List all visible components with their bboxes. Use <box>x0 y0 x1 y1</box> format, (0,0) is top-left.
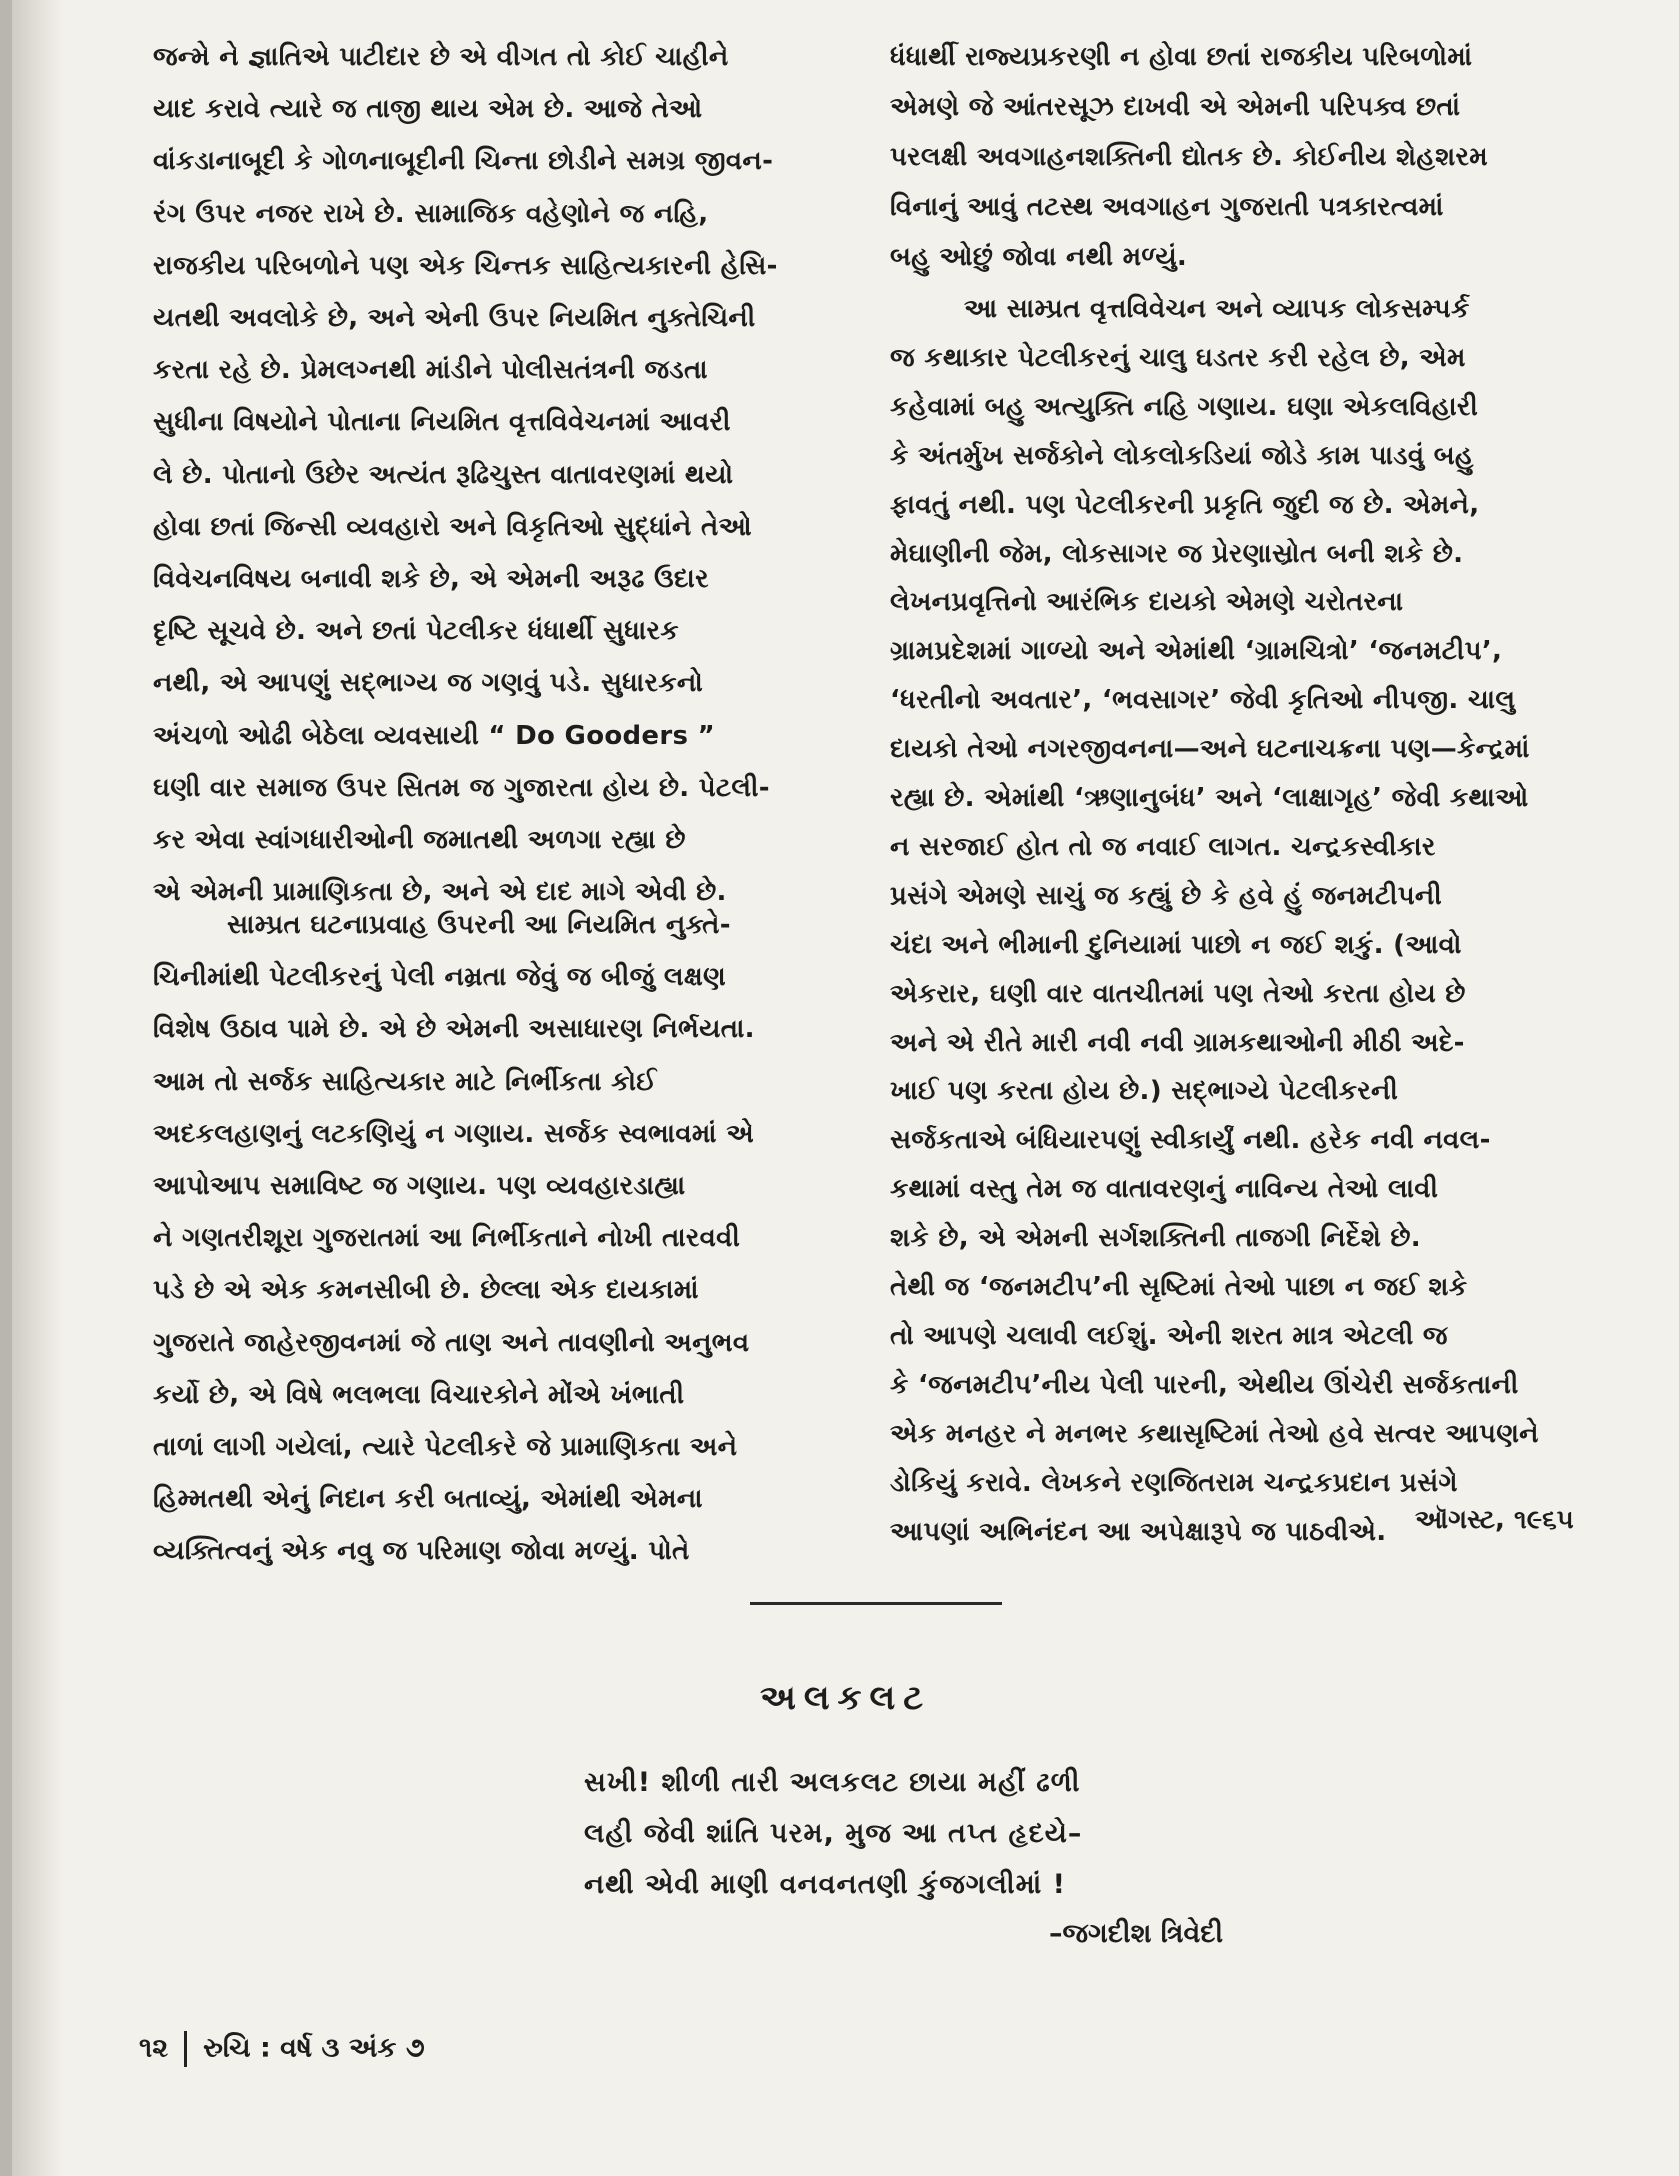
text-line: પરલક્ષી અવગાહનશક્તિની દ્યોતક છે. કોઈનીય શેહશરમ <box>890 142 1488 172</box>
text-line: જન્મે ને જ્ઞાતિએ પાટીદાર છે એ વીગત તો કોઈ ચાહીને <box>153 42 729 72</box>
text-line: એમણે જે આંતરસૂઝ દાખવી એ એમની પરિપક્વ છતાં <box>890 92 1461 122</box>
text-line: નથી, એ આપણું સદ્ભાગ્ય જ ગણવું પડે. સુધારકનો <box>153 668 704 699</box>
text-line: તો આપણે ચલાવી લઈશું. એની શરત માત્ર એટલી જ <box>890 1320 1448 1351</box>
text-line: દાયકો તેઓ નગરજીવનના—અને ઘટનાચક્રના પણ—કેન્દ્રમાં <box>890 734 1530 765</box>
text-line: તેથી જ ‘જનમટીપ’ની સૃષ્ટિમાં તેઓ પાછા ન જઈ શકે <box>890 1272 1468 1302</box>
text-line: દૃષ્ટિ સૂચવે છે. અને છતાં પેટલીકર ધંધાર્થી સુધારક <box>153 616 679 647</box>
text-line: કર્યો છે, એ વિષે ભલભલા વિચારકોને મોંએ ખંભાતી <box>153 1379 685 1410</box>
text-line: લે છે. પોતાનો ઉછેર અત્યંત રૂઢિચુસ્ત વાતાવરણમાં થયો <box>153 459 734 490</box>
text-line: સુધીના વિષયોને પોતાના નિયમિત વૃત્તવિવેચનમાં આવરી <box>153 407 731 438</box>
text-line: કે ‘જનમટીપ’નીય પેલી પારની, એથીય ઊંચેરી સર્જકતાની <box>890 1369 1519 1400</box>
text-line: શકે છે, એ એમની સર્ગશક્તિની તાજગી નિર્દેશે છે. <box>890 1223 1421 1254</box>
text-line: અંચળો ઓઢી બેઠેલા વ્યવસાયી “ Do Gooders ” <box>153 720 716 751</box>
text-line: રહ્યા છે. એમાંથી ‘ઋણાનુબંધ’ અને ‘લાક્ષાગૃહ’ જેવી કથાઓ <box>890 783 1529 813</box>
text-line: ન સરજાઈ હોત તો જ નવાઈ લાગત. ચન્દ્રકસ્વીકાર <box>890 831 1436 862</box>
poem-line: નથી એવી માણી વનવનતણી કુંજગલીમાં ! <box>584 1869 1066 1900</box>
text-line: યતથી અવલોકે છે, અને એની ઉપર નિયમિત નુક્તેચિની <box>153 303 756 333</box>
text-line: લેખનપ્રવૃત્તિનો આરંભિક દાયકો એમણે ચરોતરના <box>890 587 1404 618</box>
text-line: રાજકીય પરિબળોને પણ એક ચિન્તક સાહિત્યકારની હેસિ- <box>153 250 778 281</box>
page-fold-shadow <box>12 0 64 2176</box>
text-line: ચંદા અને ભીમાની દુનિયામાં પાછો ન જઈ શકું. (આવો <box>890 929 1462 960</box>
page-number: ૧૨ <box>139 2032 169 2064</box>
text-line: ચિનીમાંથી પેટલીકરનું પેલી નમ્રતા જેવું જ બીજું લક્ષણ <box>153 962 727 993</box>
text-line: પડે છે એ એક કમનસીબી છે. છેલ્લા એક દાયકામાં <box>153 1275 699 1306</box>
text-line: બહુ ઓછું જોવા નથી મળ્યું. <box>890 242 1188 272</box>
text-line: આપણાં અભિનંદન આ અપેક્ષારૂપે જ પાઠવીએ. <box>890 1516 1387 1547</box>
text-line: ઘણી વાર સમાજ ઉપર સિતમ જ ગુજારતા હોય છે. પેટલી- <box>153 772 770 803</box>
poem-title: અલકલટ <box>759 1678 932 1718</box>
magazine-issue: રુચિ : વર્ષ ૩ અંક ૭ <box>203 2032 425 2064</box>
text-line: ખાઈ પણ કરતા હોય છે.) સદ્ભાગ્યે પેટલીકરની <box>890 1076 1399 1107</box>
text-line: સર્જકતાએ બંધિયારપણું સ્વીકાર્યું નથી. હરેક નવી નવલ- <box>890 1125 1491 1156</box>
text-line: ડોકિયું કરાવે. લેખકને રણજિતરામ ચન્દ્રકપ્રદાન પ્રસંગે <box>890 1467 1458 1498</box>
text-line: પ્રસંગે એમણે સાચું જ કહ્યું છે કે હવે હું જનમટીપની <box>890 880 1442 911</box>
text-line: હોવા છતાં જિન્સી વ્યવહારો અને વિકૃતિઓ સુદ્ધાંને તેઓ <box>153 511 752 542</box>
section-divider <box>750 1602 1002 1605</box>
text-line: અદકલહાણનું લટકણિયું ન ગણાય. સર્જક સ્વભાવમાં એ <box>153 1118 754 1149</box>
text-line: આ સામ્પ્રત વૃત્તવિવેચન અને વ્યાપક લોકસમ્પર્ક <box>964 294 1470 324</box>
text-line: વાંકડાનાબૂદી કે ગોળનાબૂદીની ચિન્તા છોડીને સમગ્ર જીવન- <box>153 146 774 177</box>
magazine-page <box>12 0 1679 2176</box>
poem-line: લહી જેવી શાંતિ પરમ, મુજ આ તપ્ત હૃદયે– <box>584 1818 1083 1849</box>
text-line: ગુજરાતે જાહેરજીવનમાં જે તાણ અને તાવણીનો અનુભવ <box>153 1327 750 1358</box>
text-line: વિશેષ ઉઠાવ પામે છે. એ છે એમની અસાધારણ નિર્ભયતા. <box>153 1014 755 1045</box>
text-line: યાદ કરાવે ત્યારે જ તાજી થાય એમ છે. આજે તેઓ <box>153 94 703 125</box>
text-line: એક મનહર ને મનભર કથાસૃષ્ટિમાં તેઓ હવે સત્વર આપણને <box>890 1418 1539 1449</box>
footer-divider <box>184 2031 187 2067</box>
page-footer <box>139 2031 425 2067</box>
text-line: અને એ રીતે મારી નવી નવી ગ્રામકથાઓની મીઠી અદે- <box>890 1027 1465 1058</box>
text-line: એ એમની પ્રામાણિકતા છે, અને એ દાદ માગે એવી છે. <box>153 877 727 908</box>
text-line: કરતા રહે છે. પ્રેમલગ્નથી માંડીને પોલીસતંત્રની જડતા <box>153 355 708 386</box>
text-line: એકરાર, ઘણી વાર વાતચીતમાં પણ તેઓ કરતા હોય છે <box>890 978 1466 1009</box>
text-line: ફાવતું નથી. પણ પેટલીકરની પ્રકૃતિ જુદી જ છે. એમને, <box>890 489 1480 520</box>
text-line: જ કથાકાર પેટલીકરનું ચાલુ ઘડતર કરી રહેલ છે, એમ <box>890 342 1466 373</box>
text-line: કર એવા સ્વાંગધારીઓની જમાતથી અળગા રહ્યા છે <box>153 825 686 855</box>
text-line: સામ્પ્રત ઘટનાપ્રવાહ ઉપરની આ નિયમિત નુક્તે- <box>227 910 731 940</box>
text-line: ને ગણતરીશૂરા ગુજરાતમાં આ નિર્ભીકતાને નોખી તારવવી <box>153 1223 741 1254</box>
text-line: ધંધાર્થી રાજ્યપ્રકરણી ન હોવા છતાં રાજકીય પરિબળોમાં <box>890 42 1473 72</box>
poem-author: –જગદીશ ત્રિવેદી <box>1049 1918 1224 1949</box>
text-line: આપોઆપ સમાવિષ્ટ જ ગણાય. પણ વ્યવહારડાહ્યા <box>153 1171 686 1201</box>
text-line: વિનાનું આવું તટસ્થ અવગાહન ગુજરાતી પત્રકારત્વમાં <box>890 192 1444 222</box>
poem-line: સખી! શીળી તારી અલકલટ છાયા મહીં ઢળી <box>584 1767 1081 1798</box>
text-line: વ્યક્તિત્વનું એક નવુ જ પરિમાણ જોવા મળ્યું. પોતે <box>153 1536 690 1567</box>
text-line: ‘ધરતીનો અવતાર’, ‘ભવસાગર’ જેવી કૃતિઓ નીપજી. ચાલુ <box>890 685 1516 716</box>
text-line: તાળાં લાગી ગયેલાં, ત્યારે પેટલીકરે જે પ્રામાણિકતા અને <box>153 1432 738 1462</box>
text-line: કથામાં વસ્તુ તેમ જ વાતાવરણનું નાવિન્ય તેઓ લાવી <box>890 1174 1439 1205</box>
text-line: રંગ ઉપર નજર રાખે છે. સામાજિક વહેણોને જ નહિ, <box>153 198 709 229</box>
text-line: ગ્રામપ્રદેશમાં ગાળ્યો અને એમાંથી ‘ગ્રામચિત્રો’ ‘જનમટીપ’, <box>890 636 1503 667</box>
article-date: ઑગસ્ટ, ૧૯૬૫ <box>1415 1505 1574 1535</box>
text-line: કે અંતર્મુખ સર્જકોને લોકલોકડિયાં જોડે કામ પાડવું બહુ <box>890 440 1474 471</box>
text-line: આમ તો સર્જક સાહિત્યકાર માટે નિર્ભીકતા કોઈ <box>153 1066 657 1097</box>
text-line: મેઘાણીની જેમ, લોકસાગર જ પ્રેરણાસ્રોત બની શકે છે. <box>890 538 1464 569</box>
text-line: વિવેચનવિષય બનાવી શકે છે, એ એમની અરૂઢ ઉદાર <box>153 564 709 594</box>
text-line: હિમ્મતથી એનું નિદાન કરી બતાવ્યું, એમાંથી એમના <box>153 1484 703 1515</box>
text-line: કહેવામાં બહુ અત્યુક્તિ નહિ ગણાય. ઘણા એકલવિહારી <box>890 391 1479 422</box>
